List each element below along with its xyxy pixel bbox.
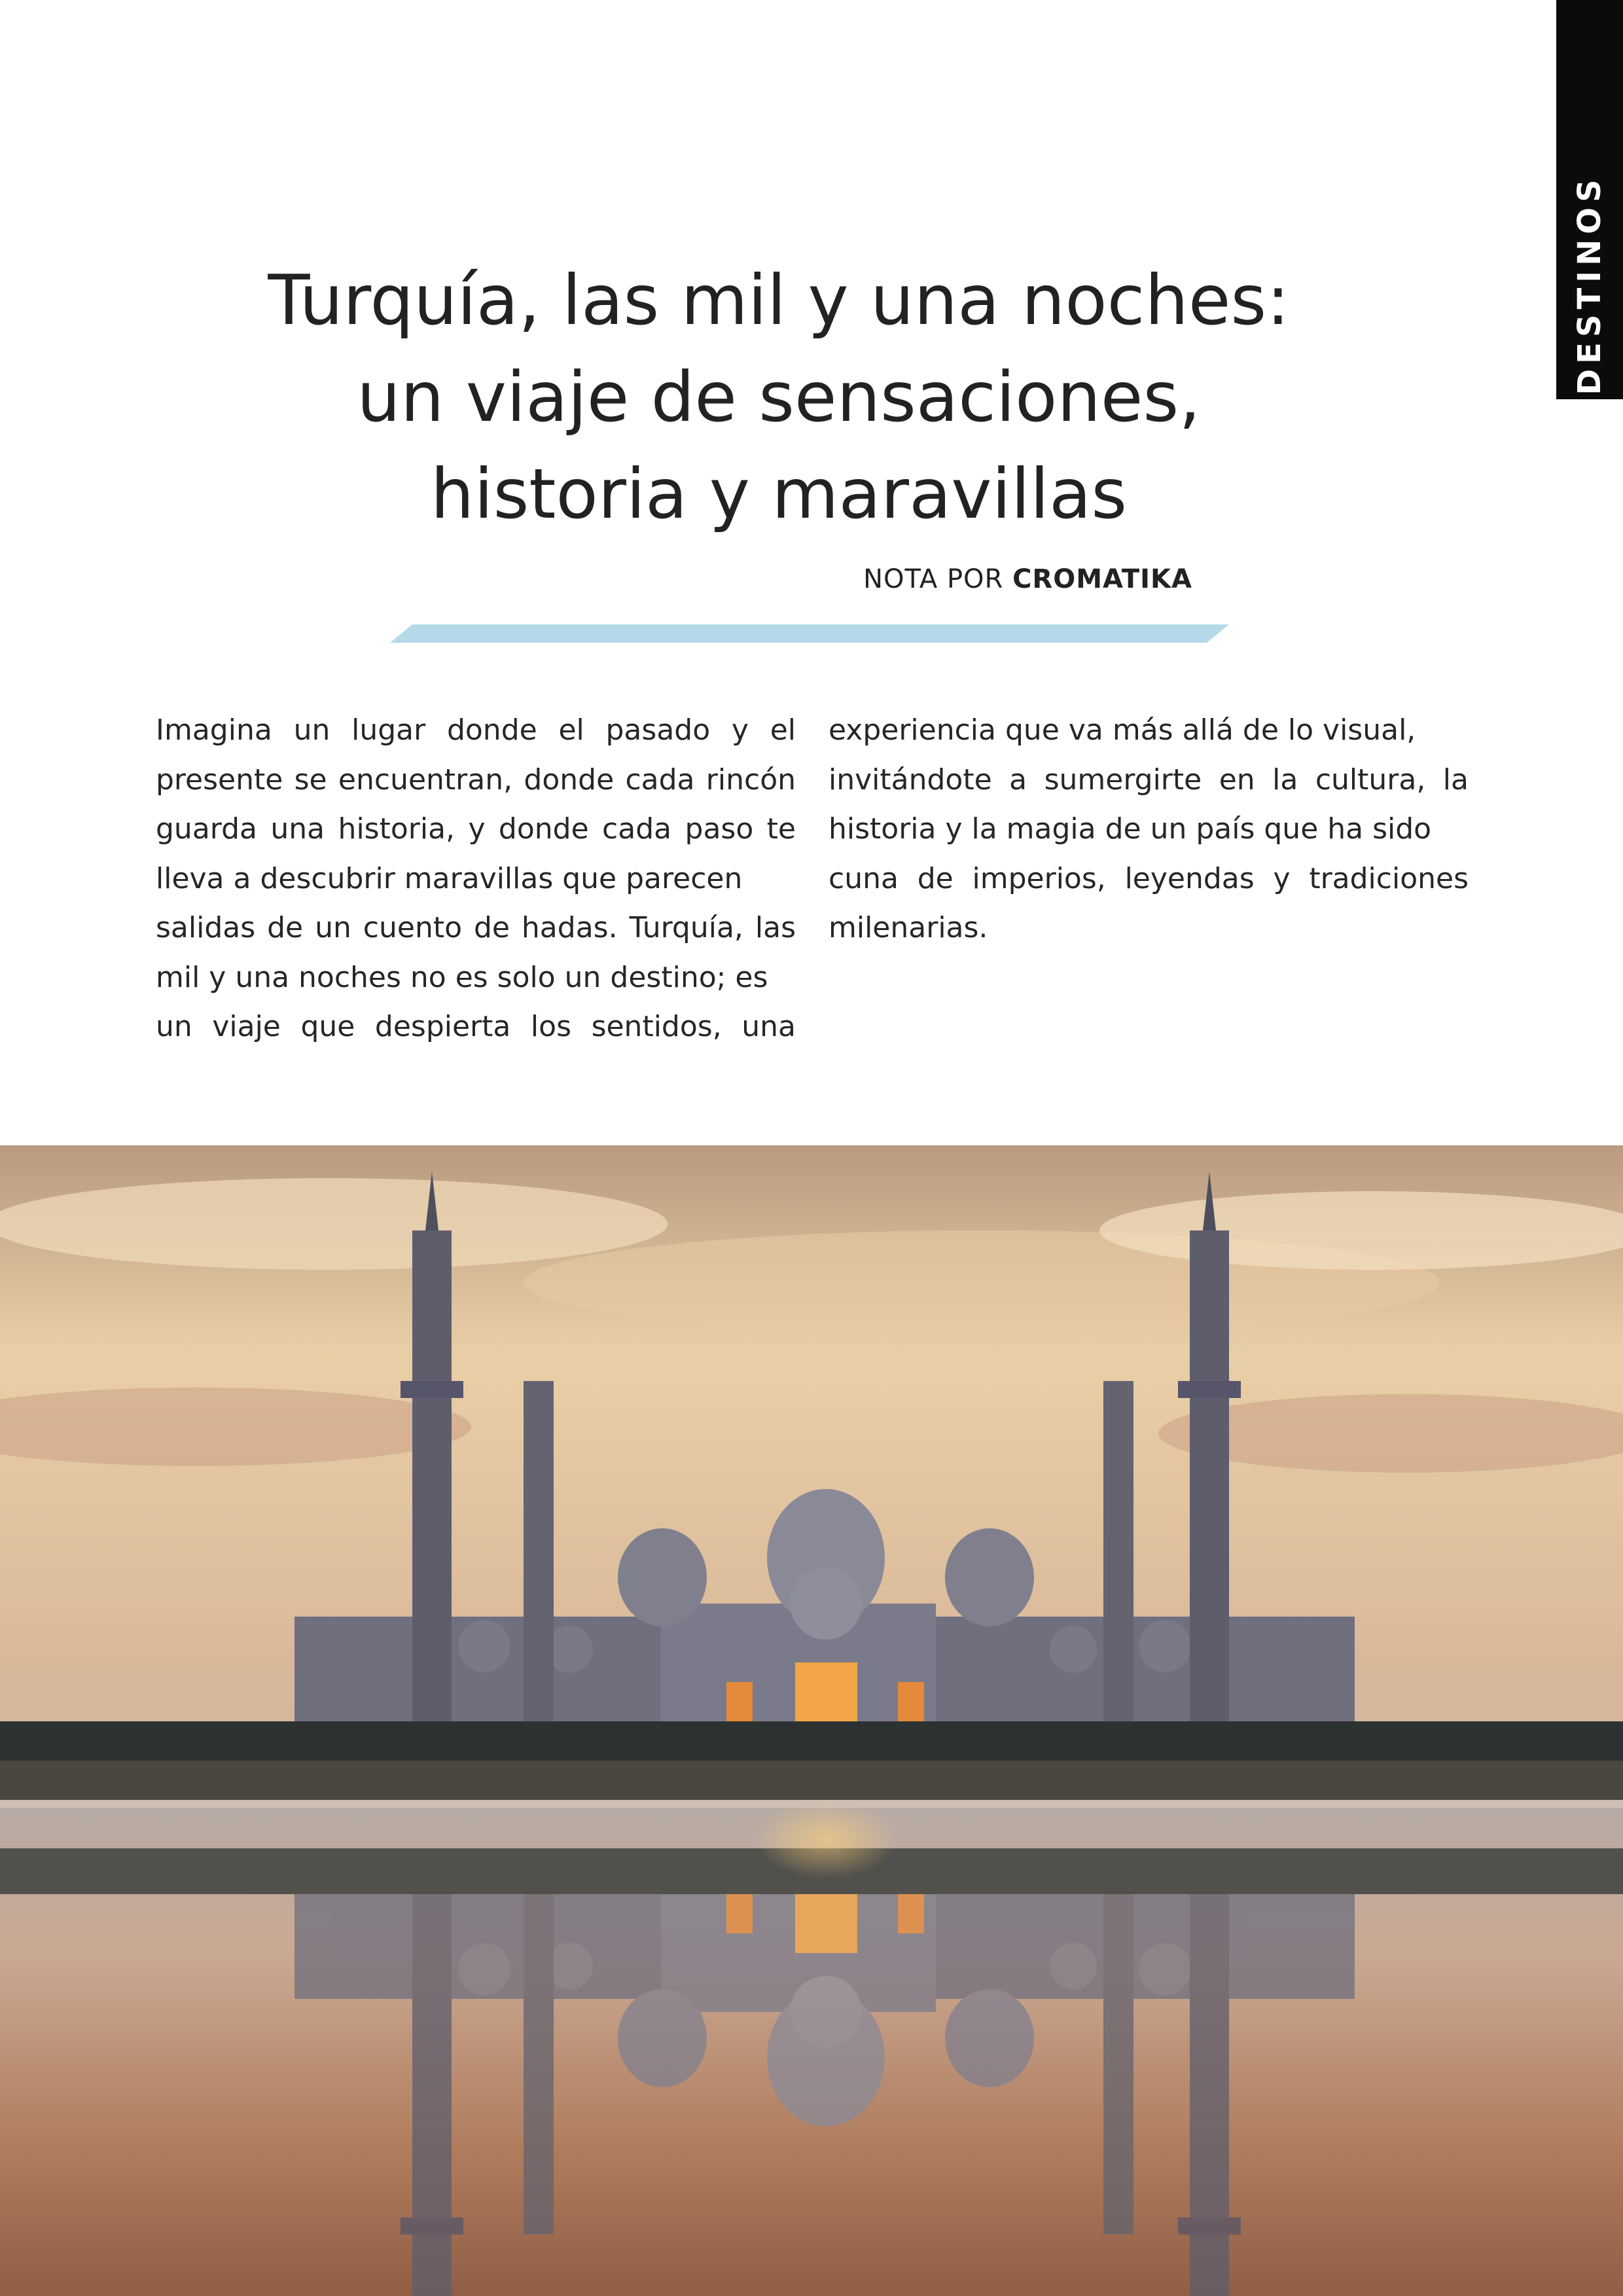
body-line: guarda una historia, y donde cada paso te (156, 812, 796, 846)
body-line: lleva a descubrir maravillas que parecen (156, 861, 743, 895)
article-title-line: Turquía, las mil y una noches: (268, 260, 1290, 340)
body-line: salidas de un cuento de hadas. Turquía, las (156, 911, 796, 944)
body-line: historia y la magia de un país que ha sido (829, 812, 1432, 846)
byline-prefix: NOTA POR (863, 564, 1013, 594)
body-line: experiencia que va más allá de lo visual, (829, 713, 1416, 747)
body-line: invitándote a sumergirte en la cultura, la (829, 762, 1469, 797)
byline-author: CROMATIKA (1012, 564, 1192, 594)
article-title (157, 252, 1400, 543)
body-line: un viaje que despierta los sentidos, una (156, 1010, 796, 1043)
section-tab (1556, 0, 1623, 399)
accent-divider (390, 624, 1229, 643)
article-title-line: un viaje de sensaciones, (357, 357, 1201, 437)
body-line: presente se encuentran, donde cada rincón (156, 762, 796, 797)
body-line: mil y una noches no es solo un destino; es (156, 960, 768, 994)
body-line: milenarias. (829, 911, 988, 944)
section-tab-label: DESTINOS (1571, 174, 1608, 395)
byline (863, 564, 1192, 594)
article-title-line: historia y maravillas (430, 454, 1128, 534)
body-column-left (156, 706, 796, 1052)
mosque-reflection-photo (0, 1145, 1623, 2296)
body-line: Imagina un lugar donde el pasado y el (156, 713, 796, 747)
body-line: cuna de imperios, leyendas y tradiciones (829, 861, 1469, 895)
body-column-right (829, 706, 1469, 953)
